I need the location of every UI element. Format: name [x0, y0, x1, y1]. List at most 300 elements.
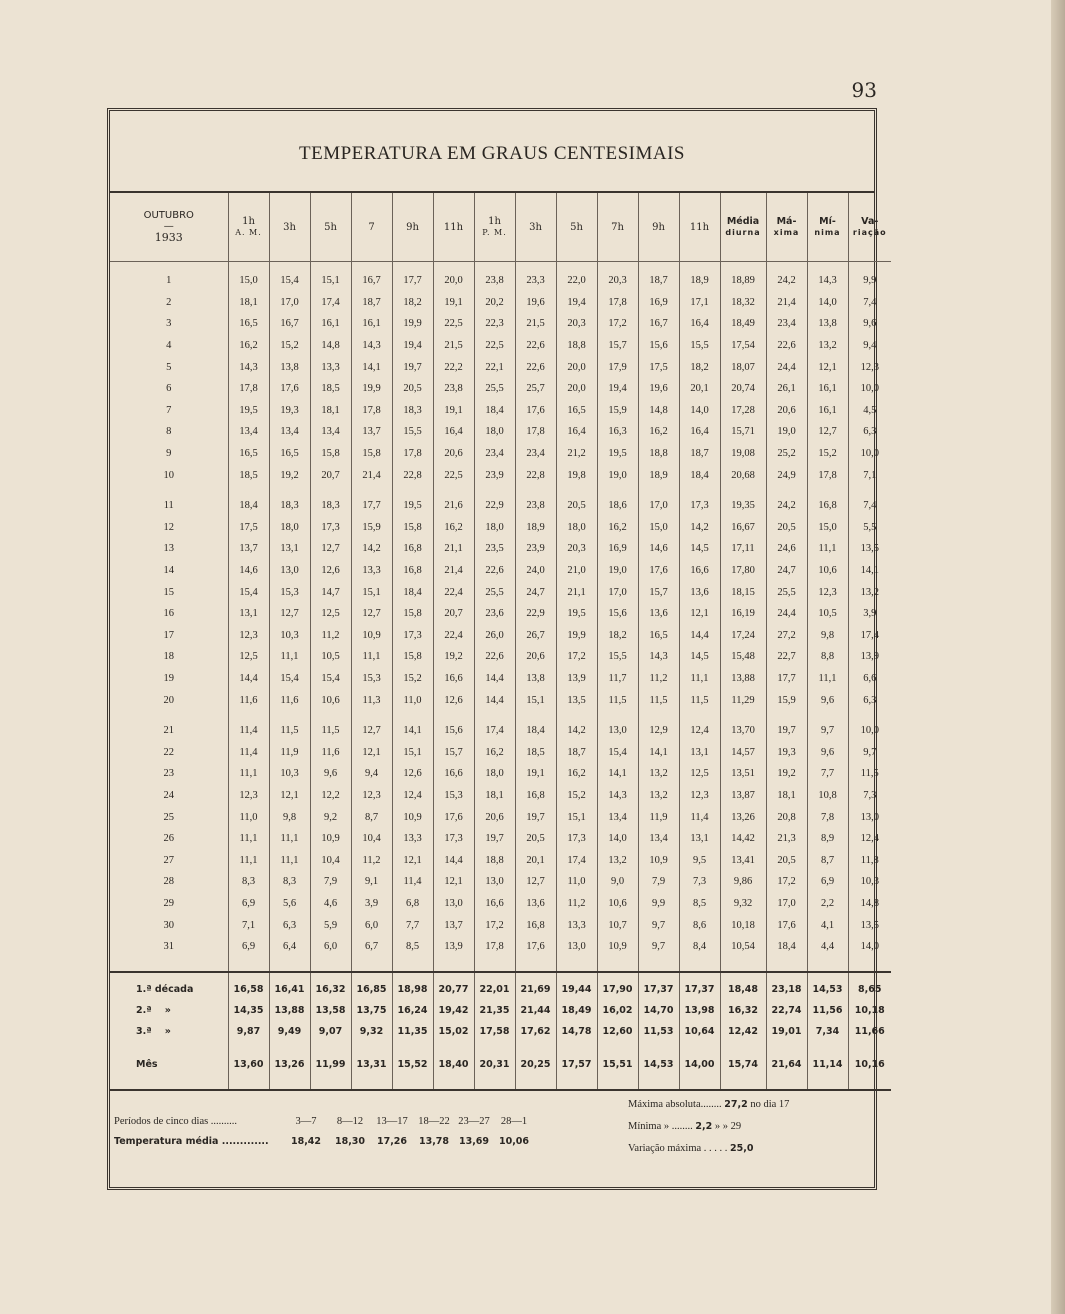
table-cell: 8,6 [679, 914, 720, 936]
table-cell: 18,89 [720, 262, 766, 292]
table-cell: 10,3 [848, 871, 891, 893]
table-cell: 7,4 [848, 486, 891, 517]
table-cell: 18,7 [351, 292, 392, 314]
table-cell: 13,6 [638, 603, 679, 625]
table-cell: 19,3 [269, 400, 310, 422]
summary-cell: 13,88 [269, 1000, 310, 1021]
table-cell: 12,2 [310, 785, 351, 807]
table-cell: 20,8 [766, 806, 807, 828]
table-cell: 19,2 [269, 464, 310, 486]
period-mean-value: 18,42 [290, 1136, 322, 1147]
table-cell: 17,2 [597, 313, 638, 335]
table-cell: 16,7 [351, 262, 392, 292]
table-cell: 20,68 [720, 464, 766, 486]
header-col-main: 9h [406, 221, 419, 233]
table-cell: 15,1 [392, 741, 433, 763]
summary-cell: 19,01 [766, 1021, 807, 1042]
table-cell: 11,7 [597, 668, 638, 690]
table-cell: 16,2 [597, 517, 638, 539]
table-cell: 18,7 [556, 741, 597, 763]
summary-cell: 12,42 [720, 1021, 766, 1042]
table-cell: 13,9 [556, 668, 597, 690]
table-cell: 12,3 [807, 581, 848, 603]
table-cell: 15,8 [392, 517, 433, 539]
table-cell: 20,5 [392, 378, 433, 400]
page-number: 93 [851, 78, 877, 102]
day-label: 9 [166, 448, 172, 460]
summary-cell: 14,35 [228, 1000, 269, 1021]
table-cell: 9,7 [807, 711, 848, 742]
table-cell: 23,4 [474, 443, 515, 465]
table-cell: 11,1 [679, 668, 720, 690]
table-cell: 20,7 [310, 464, 351, 486]
table-cell: 8,5 [392, 936, 433, 973]
table-cell: 10,4 [310, 849, 351, 871]
table-cell: 17,3 [679, 486, 720, 517]
table-cell: 16,5 [556, 400, 597, 422]
table-cell: 12,3 [228, 625, 269, 647]
table-cell: 19,8 [556, 464, 597, 486]
header-col-sub: riação [852, 228, 887, 237]
day-label: 22 [163, 746, 174, 758]
header-col [556, 193, 597, 262]
table-cell: 11,6 [228, 689, 269, 711]
table-cell: 13,3 [392, 828, 433, 850]
table-cell: 13,4 [228, 421, 269, 443]
table-cell: 19,5 [392, 486, 433, 517]
summary-row [110, 1000, 891, 1021]
table-cell: 4,1 [807, 914, 848, 936]
summary-cell: 16,58 [228, 972, 269, 1000]
table-cell: 9,6 [848, 313, 891, 335]
summary-cell: 11,99 [310, 1042, 351, 1085]
table-cell: 13,3 [310, 356, 351, 378]
table-cell: 10,9 [597, 936, 638, 973]
table-cell: 14,6 [638, 538, 679, 560]
table-cell: 23,9 [474, 464, 515, 486]
summary-cell: 11,66 [848, 1021, 891, 1042]
table-cell: 12,7 [515, 871, 556, 893]
table-cell: 20,3 [556, 538, 597, 560]
summary-cell: 14,70 [638, 1000, 679, 1021]
table-cell: 18,5 [310, 378, 351, 400]
table-cell: 20,6 [515, 646, 556, 668]
day-label: 31 [163, 941, 174, 953]
table-cell: 13,1 [228, 603, 269, 625]
table-cell: 13,2 [638, 763, 679, 785]
table-cell: 18,7 [679, 443, 720, 465]
table-cell: 23,4 [515, 443, 556, 465]
table-cell: 13,7 [228, 538, 269, 560]
table-frame [107, 108, 887, 1190]
table-cell: 9,4 [848, 335, 891, 357]
summary-row [110, 1042, 891, 1085]
table-cell: 17,3 [556, 828, 597, 850]
table-cell: 9,5 [679, 849, 720, 871]
header-col [228, 193, 269, 262]
table-cell: 11,4 [392, 871, 433, 893]
table-cell: 7,9 [638, 871, 679, 893]
summary-cell: 21,64 [766, 1042, 807, 1085]
table-cell: 13,0 [556, 936, 597, 973]
table-cell: 24,0 [515, 560, 556, 582]
summary-cell: 9,07 [310, 1021, 351, 1042]
summary-cell: 15,02 [433, 1021, 474, 1042]
summary-cell: 11,35 [392, 1021, 433, 1042]
table-cell: 17,8 [351, 400, 392, 422]
table-cell: 7,7 [807, 763, 848, 785]
table-cell: 21,4 [433, 560, 474, 582]
table-cell: 16,4 [556, 421, 597, 443]
table-cell: 6,3 [848, 689, 891, 711]
table-cell: 17,80 [720, 560, 766, 582]
table-cell: 20,5 [515, 828, 556, 850]
table-cell: 13,4 [310, 421, 351, 443]
min-absolute-suffix: » » 29 [714, 1121, 742, 1132]
table-cell: 17,8 [474, 936, 515, 973]
table-cell: 12,9 [638, 711, 679, 742]
mean-label: Temperatura média ............. [114, 1136, 269, 1147]
table-cell: 15,1 [515, 689, 556, 711]
summary-cell: 17,37 [638, 972, 679, 1000]
table-cell: 13,88 [720, 668, 766, 690]
day-label: 8 [166, 426, 172, 438]
day-label: 20 [163, 694, 174, 706]
day-label: 11 [163, 500, 174, 512]
table-cell: 18,2 [597, 625, 638, 647]
table-cell: 19,5 [597, 443, 638, 465]
summary-cell: 11,14 [807, 1042, 848, 1085]
table-cell: 14,3 [597, 785, 638, 807]
table-row [110, 849, 891, 871]
summary-cell: 16,85 [351, 972, 392, 1000]
table-cell: 22,6 [515, 335, 556, 357]
table-cell: 11,9 [269, 741, 310, 763]
table-cell: 12,1 [807, 356, 848, 378]
summary-cell: 16,32 [720, 1000, 766, 1021]
table-cell: 9,0 [597, 871, 638, 893]
table-cell: 16,2 [556, 763, 597, 785]
table-cell: 18,9 [638, 464, 679, 486]
table-row [110, 378, 891, 400]
table-cell: 18,6 [597, 486, 638, 517]
summary-cell: 19,42 [433, 1000, 474, 1021]
table-cell: 20,3 [597, 262, 638, 292]
table-cell: 18,0 [269, 517, 310, 539]
table-cell: 15,7 [433, 741, 474, 763]
table-cell: 12,3 [679, 785, 720, 807]
table-cell: 19,3 [766, 741, 807, 763]
table-cell: 11,0 [392, 689, 433, 711]
period-value: 18—22 [418, 1116, 450, 1127]
day-label: 3 [166, 318, 172, 330]
table-cell: 19,9 [392, 313, 433, 335]
summary-cell: 18,49 [556, 1000, 597, 1021]
day-label: 7 [166, 404, 172, 416]
table-cell: 11,4 [228, 711, 269, 742]
table-row [110, 335, 891, 357]
summary-cell: 13,26 [269, 1042, 310, 1085]
table-cell: 16,4 [679, 313, 720, 335]
table-cell: 13,9 [848, 646, 891, 668]
table-row [110, 421, 891, 443]
table-cell: 11,2 [638, 668, 679, 690]
table-cell: 23,5 [474, 538, 515, 560]
header-col [720, 193, 766, 262]
header-col-main: 5h [324, 221, 337, 233]
table-cell: 13,1 [269, 538, 310, 560]
summary-cell: 21,44 [515, 1000, 556, 1021]
table-cell: 17,5 [638, 356, 679, 378]
table-cell: 11,6 [269, 689, 310, 711]
table-cell: 12,1 [392, 849, 433, 871]
table-cell: 16,6 [433, 668, 474, 690]
table-row [110, 400, 891, 422]
table-cell: 15,4 [269, 668, 310, 690]
table-row [110, 625, 891, 647]
table-cell: 11,0 [228, 806, 269, 828]
summary-cell: 16,41 [269, 972, 310, 1000]
table-cell: 15,7 [597, 335, 638, 357]
day-label: 28 [163, 876, 174, 888]
header-col-main: Mí- [819, 216, 836, 227]
table-cell: 22,5 [474, 335, 515, 357]
summary-label: 1.ª década [110, 972, 228, 1000]
table-cell: 21,0 [556, 560, 597, 582]
table-cell: 15,1 [310, 262, 351, 292]
table-cell: 16,8 [515, 914, 556, 936]
table-cell: 15,2 [556, 785, 597, 807]
table-cell: 10,6 [597, 893, 638, 915]
table-cell: 16,2 [433, 517, 474, 539]
table-cell: 12,6 [310, 560, 351, 582]
table-cell: 18,4 [392, 581, 433, 603]
day-label: 23 [163, 768, 174, 780]
table-cell: 19,4 [556, 292, 597, 314]
table-cell: 22,6 [474, 560, 515, 582]
table-cell: 17,11 [720, 538, 766, 560]
table-cell: 18,3 [310, 486, 351, 517]
table-cell: 17,6 [433, 806, 474, 828]
table-cell: 17,6 [269, 378, 310, 400]
table-cell: 22,0 [556, 262, 597, 292]
table-cell: 14,2 [556, 711, 597, 742]
header-col [766, 193, 807, 262]
table-cell: 18,9 [515, 517, 556, 539]
table-cell: 19,7 [515, 806, 556, 828]
table-cell: 12,4 [392, 785, 433, 807]
period-value: 8—12 [336, 1116, 364, 1127]
summary-cell: 18,98 [392, 972, 433, 1000]
table-cell: 11,0 [556, 871, 597, 893]
table-cell: 19,1 [515, 763, 556, 785]
table-cell: 6,4 [269, 936, 310, 973]
summary-cell: 23,18 [766, 972, 807, 1000]
table-cell: 13,8 [515, 668, 556, 690]
table-cell: 13,70 [720, 711, 766, 742]
table-cell: 13,0 [433, 893, 474, 915]
table-cell: 23,4 [766, 313, 807, 335]
table-cell: 8,8 [807, 646, 848, 668]
table-row [110, 806, 891, 828]
summary-cell: 17,37 [679, 972, 720, 1000]
table-cell: 24,2 [766, 262, 807, 292]
header-col [679, 193, 720, 262]
table-cell: 8,5 [679, 893, 720, 915]
day-label: 12 [163, 521, 174, 533]
max-absolute-value: 27,2 [724, 1099, 748, 1110]
table-cell: 13,1 [679, 741, 720, 763]
header-col-main: 7h [611, 221, 624, 233]
table-cell: 16,5 [228, 313, 269, 335]
table-cell: 17,8 [392, 443, 433, 465]
table-cell: 13,8 [807, 313, 848, 335]
table-cell: 14,1 [392, 711, 433, 742]
period-mean-value: 13,78 [418, 1136, 450, 1147]
table-cell: 2,2 [807, 893, 848, 915]
table-cell: 11,1 [351, 646, 392, 668]
header-col [269, 193, 310, 262]
table-cell: 19,4 [597, 378, 638, 400]
summary-cell: 18,40 [433, 1042, 474, 1085]
table-cell: 14,3 [807, 262, 848, 292]
temperature-table [110, 193, 891, 1091]
table-cell: 8,3 [269, 871, 310, 893]
header-col-sub: P. M. [482, 228, 507, 237]
table-cell: 18,4 [515, 711, 556, 742]
table-cell: 3,9 [351, 893, 392, 915]
table-cell: 15,5 [679, 335, 720, 357]
table-cell: 10,0 [848, 711, 891, 742]
table-cell: 11,2 [556, 893, 597, 915]
table-row [110, 668, 891, 690]
table-cell: 12,5 [228, 646, 269, 668]
table-cell: 17,7 [766, 668, 807, 690]
table-cell: 17,4 [474, 711, 515, 742]
table-cell: 15,2 [392, 668, 433, 690]
table-cell: 11,29 [720, 689, 766, 711]
table-cell: 18,1 [228, 292, 269, 314]
summary-label: 2.ª » [136, 1005, 171, 1017]
table-cell: 14,4 [474, 668, 515, 690]
table-cell: 27,2 [766, 625, 807, 647]
summary-cell: 14,00 [679, 1042, 720, 1085]
table-cell: 12,3 [351, 785, 392, 807]
table-cell: 12,1 [351, 741, 392, 763]
header-col-main: Má- [776, 216, 797, 227]
day-label: 1 [166, 275, 172, 287]
min-absolute [628, 1121, 741, 1132]
table-cell: 11,1 [228, 849, 269, 871]
day-label: 15 [163, 586, 174, 598]
table-cell: 23,8 [515, 486, 556, 517]
page-title: TEMPERATURA EM GRAUS CENTESIMAIS [298, 143, 685, 164]
table-cell: 13,87 [720, 785, 766, 807]
table-row [110, 871, 891, 893]
header-col-sub: xima [773, 228, 800, 237]
table-cell: 17,1 [679, 292, 720, 314]
table-cell: 11,5 [310, 711, 351, 742]
period-mean-value: 17,26 [376, 1136, 408, 1147]
table-cell: 18,4 [679, 464, 720, 486]
table-cell: 4,6 [310, 893, 351, 915]
table-cell: 10,9 [638, 849, 679, 871]
table-cell: 10,6 [807, 560, 848, 582]
table-cell: 14,1 [351, 356, 392, 378]
table-cell: 21,1 [556, 581, 597, 603]
table-cell: 24,6 [766, 538, 807, 560]
summary-cell: 16,02 [597, 1000, 638, 1021]
table-cell: 12,1 [433, 871, 474, 893]
table-cell: 22,2 [433, 356, 474, 378]
table-row [110, 828, 891, 850]
table-cell: 22,1 [474, 356, 515, 378]
table-cell: 17,6 [638, 560, 679, 582]
table-cell: 15,71 [720, 421, 766, 443]
table-cell: 10,18 [720, 914, 766, 936]
table-cell: 14,0 [848, 936, 891, 973]
table-cell: 21,3 [766, 828, 807, 850]
table-cell: 17,5 [228, 517, 269, 539]
table-cell: 14,1 [597, 763, 638, 785]
table-cell: 11,9 [638, 806, 679, 828]
table-cell: 21,2 [556, 443, 597, 465]
table-cell: 14,8 [310, 335, 351, 357]
table-cell: 8,7 [351, 806, 392, 828]
table-row [110, 763, 891, 785]
summary-cell: 13,60 [228, 1042, 269, 1085]
table-row [110, 292, 891, 314]
table-cell: 13,3 [351, 560, 392, 582]
table-cell: 11,6 [310, 741, 351, 763]
header-col-main: 1h [242, 216, 255, 227]
summary-cell: 11,53 [638, 1021, 679, 1042]
table-cell: 7,1 [228, 914, 269, 936]
table-cell: 17,6 [766, 914, 807, 936]
table-cell: 15,5 [597, 646, 638, 668]
table-row [110, 785, 891, 807]
table-cell: 18,9 [679, 262, 720, 292]
table-cell: 12,7 [351, 711, 392, 742]
table-cell: 19,0 [766, 421, 807, 443]
table-cell: 24,7 [766, 560, 807, 582]
table-cell: 14,0 [597, 828, 638, 850]
table-cell: 17,8 [807, 464, 848, 486]
summary-cell: 19,44 [556, 972, 597, 1000]
day-label: 30 [163, 919, 174, 931]
table-cell: 20,5 [766, 849, 807, 871]
table-cell: 17,0 [597, 581, 638, 603]
table-cell: 12,4 [848, 828, 891, 850]
table-cell: 20,74 [720, 378, 766, 400]
summary-cell: 17,57 [556, 1042, 597, 1085]
table-cell: 18,15 [720, 581, 766, 603]
table-cell: 15,9 [597, 400, 638, 422]
table-cell: 9,86 [720, 871, 766, 893]
table-cell: 15,0 [807, 517, 848, 539]
table-cell: 13,5 [848, 914, 891, 936]
header-col-sub: A. M. [235, 228, 262, 237]
table-cell: 22,6 [474, 646, 515, 668]
table-cell: 10,3 [269, 625, 310, 647]
table-cell: 15,0 [638, 517, 679, 539]
table-cell: 11,8 [848, 849, 891, 871]
table-cell: 26,7 [515, 625, 556, 647]
table-cell: 16,6 [433, 763, 474, 785]
table-cell: 13,9 [433, 936, 474, 973]
table-cell: 7,8 [807, 806, 848, 828]
table-cell: 13,1 [679, 828, 720, 850]
